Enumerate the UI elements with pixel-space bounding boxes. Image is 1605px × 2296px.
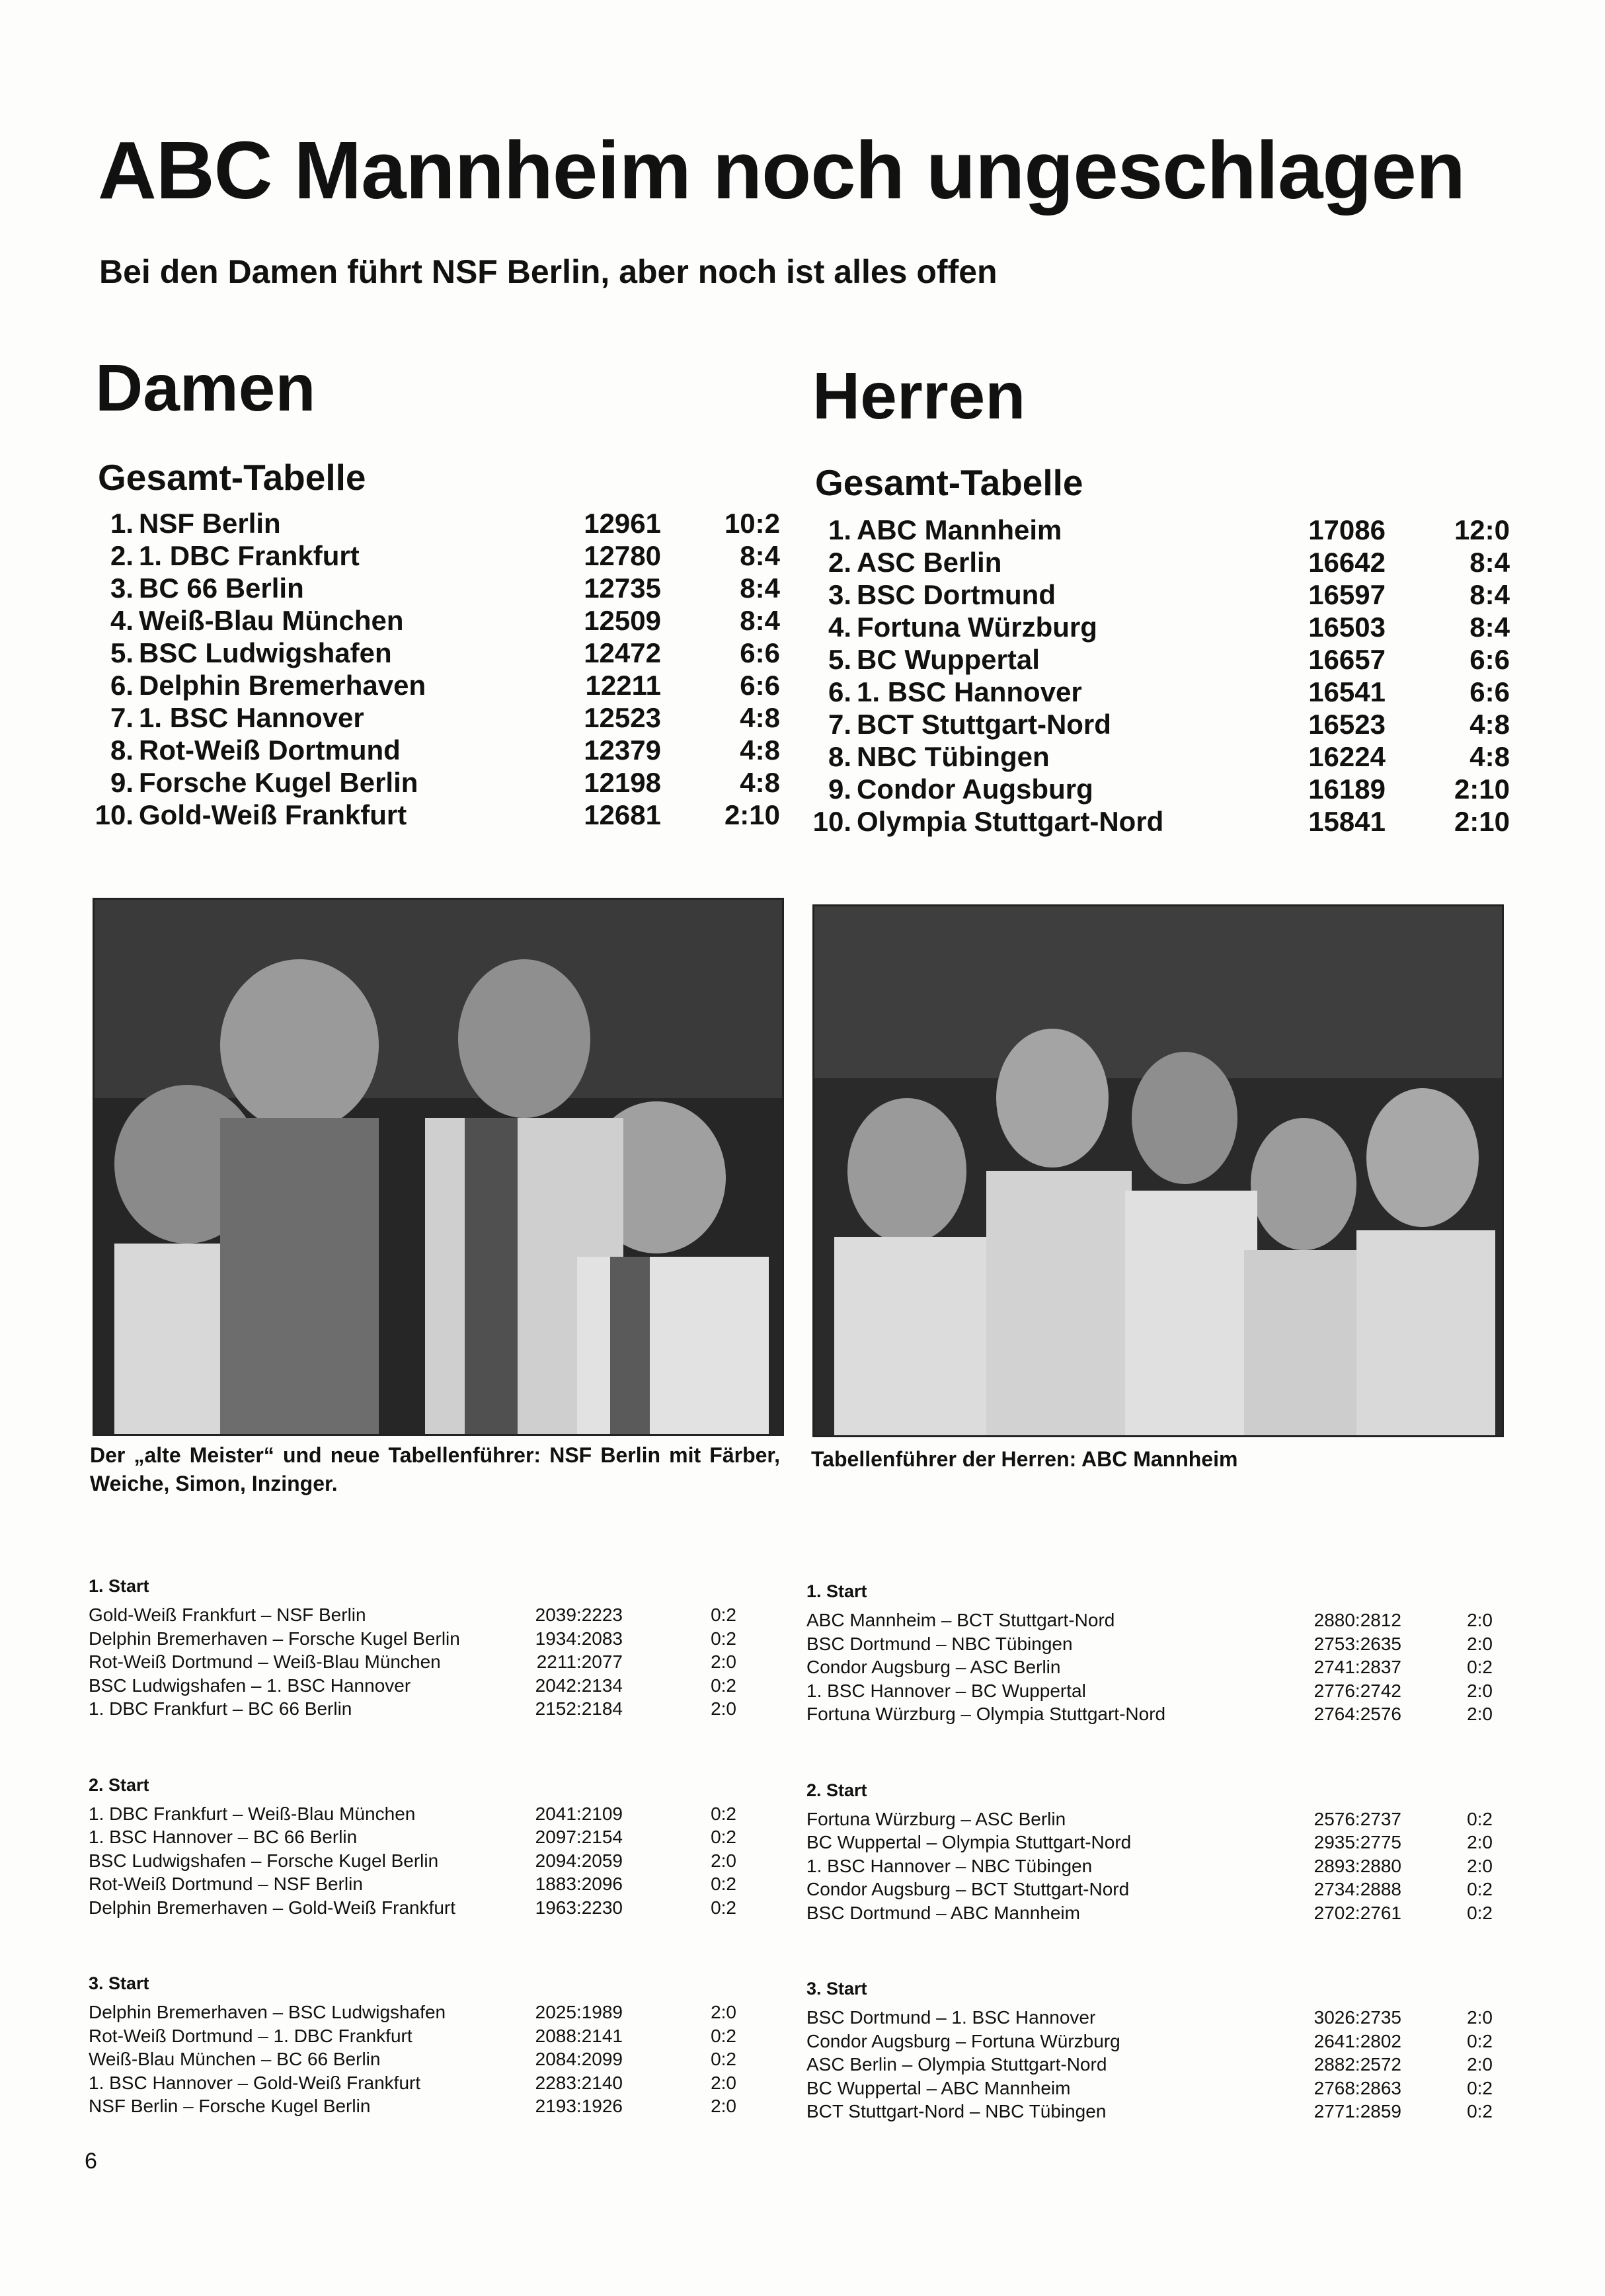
standings-record: 2:10 [1454, 773, 1510, 805]
standings-points: 12509 [584, 605, 661, 636]
standings-record: 4:8 [740, 767, 780, 798]
match-score: 2734:2888 [1313, 1879, 1401, 1899]
page-number: 6 [85, 2149, 97, 2174]
match-row [89, 1698, 783, 1722]
damen-results [89, 1576, 783, 2172]
start-round-title: 1. Start [806, 1581, 867, 1601]
standings-rank: 5. [110, 637, 134, 668]
match-pairing: BSC Dortmund – 1. BSC Hannover [806, 2007, 1096, 2028]
standings-points: 16523 [1308, 709, 1386, 740]
standings-points: 12961 [584, 508, 661, 539]
match-row [89, 1850, 783, 1874]
match-score: 2193:1926 [535, 2096, 623, 2116]
standings-record: 4:8 [740, 734, 780, 766]
standings-team: Delphin Bremerhaven [139, 670, 426, 701]
herren-photo-caption: Tabellenführer der Herren: ABC Mannheim [811, 1447, 1238, 1471]
match-score: 2576:2737 [1313, 1808, 1401, 1829]
match-pairing: ABC Mannheim – BCT Stuttgart-Nord [806, 1610, 1115, 1630]
standings-rank: 6. [828, 676, 851, 707]
standings-record: 6:6 [1469, 676, 1510, 707]
match-score: 2771:2859 [1313, 2101, 1401, 2121]
standings-row [828, 709, 1518, 741]
standings-row [828, 514, 1518, 547]
match-score: 2641:2802 [1313, 2030, 1401, 2051]
match-row [89, 1651, 783, 1675]
standings-record: 4:8 [1469, 741, 1510, 772]
standings-record: 2:10 [1454, 806, 1510, 837]
standings-row [828, 612, 1518, 644]
match-result: 0:2 [1467, 1808, 1493, 1829]
match-row [89, 2073, 783, 2096]
start-round [89, 1973, 783, 2119]
match-result: 0:2 [711, 1628, 736, 1649]
start-round-title: 2. Start [806, 1780, 867, 1800]
match-result: 2:0 [1467, 1704, 1493, 1724]
standings-team: NSF Berlin [139, 508, 281, 539]
start-round [806, 1780, 1507, 1926]
standings-row [110, 670, 800, 702]
match-pairing: Rot-Weiß Dortmund – 1. DBC Frankfurt [89, 2025, 412, 2046]
standings-row [110, 702, 800, 734]
match-pairing: 1. DBC Frankfurt – Weiß-Blau München [89, 1803, 416, 1824]
herren-standings-table [812, 514, 1518, 845]
standings-points: 12735 [584, 573, 661, 604]
match-row [89, 2002, 783, 2026]
match-result: 0:2 [1467, 2030, 1493, 2051]
match-pairing: ASC Berlin – Olympia Stuttgart-Nord [806, 2054, 1107, 2075]
match-score: 2768:2863 [1313, 2077, 1401, 2098]
match-result: 2:0 [1467, 2007, 1493, 2028]
match-pairing: Delphin Bremerhaven – Gold-Weiß Frankfurt [89, 1897, 456, 1918]
match-pairing: Rot-Weiß Dortmund – NSF Berlin [89, 1874, 363, 1894]
match-result: 0:2 [711, 1897, 736, 1918]
standings-rank: 6. [110, 670, 134, 701]
standings-rank: 8. [110, 734, 134, 766]
standings-row [110, 637, 800, 670]
match-score: 2211:2077 [536, 1651, 623, 1672]
match-pairing: 1. DBC Frankfurt – BC 66 Berlin [89, 1698, 352, 1719]
match-score: 2094:2059 [535, 1850, 623, 1871]
standings-rank: 9. [110, 767, 134, 798]
standings-rank: 8. [828, 741, 851, 772]
match-result: 2:0 [1467, 1832, 1493, 1852]
start-round [806, 1979, 1507, 2125]
match-result: 0:2 [711, 2025, 736, 2046]
match-row [806, 2078, 1507, 2102]
match-pairing: BSC Ludwigshafen – Forsche Kugel Berlin [89, 1850, 439, 1871]
standings-points: 16224 [1308, 741, 1386, 772]
damen-photo-image [95, 900, 782, 1434]
match-row [806, 1634, 1507, 1657]
standings-team: 1. BSC Hannover [139, 702, 364, 733]
match-score: 2039:2223 [535, 1604, 623, 1625]
match-row [806, 1657, 1507, 1681]
damen-table-title: Gesamt-Tabelle [98, 457, 366, 498]
match-row [806, 2101, 1507, 2125]
match-row [806, 1681, 1507, 1704]
standings-rank: 3. [828, 579, 851, 610]
standings-record: 4:8 [740, 702, 780, 733]
match-row [89, 1675, 783, 1699]
match-result: 2:0 [711, 2002, 736, 2022]
match-row [89, 1827, 783, 1850]
standings-rank: 5. [828, 644, 851, 675]
match-pairing: Fortuna Würzburg – Olympia Stuttgart-Nord [806, 1704, 1166, 1724]
standings-team: Forsche Kugel Berlin [139, 767, 418, 798]
match-result: 2:0 [1467, 1633, 1493, 1654]
herren-table-title: Gesamt-Tabelle [815, 462, 1083, 503]
match-row [806, 2031, 1507, 2055]
standings-row [110, 767, 800, 799]
standings-rank: 10. [95, 799, 134, 830]
standings-row [828, 547, 1518, 579]
standings-points: 12472 [584, 637, 661, 668]
standings-rank: 2. [828, 547, 851, 578]
match-score: 2042:2134 [535, 1675, 623, 1696]
match-result: 2:0 [711, 1651, 736, 1672]
standings-record: 6:6 [740, 670, 780, 701]
start-round-title: 2. Start [89, 1774, 149, 1795]
match-score: 2776:2742 [1313, 1680, 1401, 1701]
match-score: 2741:2837 [1313, 1657, 1401, 1677]
match-row [806, 1879, 1507, 1903]
standings-rank: 7. [110, 702, 134, 733]
match-pairing: Gold-Weiß Frankfurt – NSF Berlin [89, 1604, 366, 1625]
match-row [89, 1874, 783, 1897]
match-score: 2088:2141 [535, 2025, 623, 2046]
match-pairing: Rot-Weiß Dortmund – Weiß-Blau München [89, 1651, 441, 1672]
match-result: 2:0 [1467, 1855, 1493, 1876]
standings-team: Fortuna Würzburg [857, 612, 1097, 643]
standings-record: 6:6 [1469, 644, 1510, 675]
match-result: 2:0 [711, 2096, 736, 2116]
match-score: 3026:2735 [1313, 2007, 1401, 2028]
match-score: 2893:2880 [1313, 1855, 1401, 1876]
start-round-title: 3. Start [806, 1979, 867, 1999]
match-pairing: 1. BSC Hannover – Gold-Weiß Frankfurt [89, 2072, 421, 2093]
match-row [806, 1856, 1507, 1880]
match-score: 1934:2083 [535, 1628, 623, 1649]
match-score: 1963:2230 [535, 1897, 623, 1918]
match-pairing: BSC Dortmund – NBC Tübingen [806, 1633, 1073, 1654]
match-result: 0:2 [1467, 1879, 1493, 1899]
standings-record: 8:4 [1469, 547, 1510, 578]
standings-record: 2:10 [724, 799, 780, 830]
standings-record: 10:2 [724, 508, 780, 539]
match-row [806, 1610, 1507, 1634]
match-score: 1883:2096 [535, 1874, 623, 1894]
damen-photo-caption: Der „alte Meister“ und neue Tabellenführer: NSF Berlin mit Färber, Weiche, Simon, Inzinger. [90, 1443, 780, 1496]
start-round-title: 3. Start [89, 1973, 149, 1993]
match-pairing: Delphin Bremerhaven – Forsche Kugel Berlin [89, 1628, 460, 1649]
match-result: 0:2 [711, 1675, 736, 1696]
match-pairing: Delphin Bremerhaven – BSC Ludwigshafen [89, 2002, 446, 2022]
standings-team: ABC Mannheim [857, 514, 1062, 545]
match-result: 0:2 [711, 1874, 736, 1894]
match-score: 2880:2812 [1313, 1610, 1401, 1630]
standings-record: 8:4 [740, 540, 780, 571]
subheadline: Bei den Damen führt NSF Berlin, aber noch ist alles offen [99, 253, 998, 290]
standings-row [828, 644, 1518, 676]
standings-points: 17086 [1308, 514, 1386, 545]
match-row [89, 2096, 783, 2119]
standings-points: 12211 [585, 670, 661, 701]
match-result: 0:2 [711, 1803, 736, 1824]
match-pairing: Fortuna Würzburg – ASC Berlin [806, 1808, 1066, 1829]
match-row [89, 1803, 783, 1827]
match-row [806, 1903, 1507, 1926]
standings-team: BSC Ludwigshafen [139, 637, 392, 668]
standings-rank: 1. [828, 514, 851, 545]
standings-rank: 9. [828, 773, 851, 805]
standings-team: Olympia Stuttgart-Nord [857, 806, 1164, 837]
standings-row [812, 806, 1518, 838]
match-pairing: Condor Augsburg – BCT Stuttgart-Nord [806, 1879, 1130, 1899]
herren-photo-image [814, 906, 1502, 1435]
standings-points: 12379 [584, 734, 661, 766]
standings-record: 12:0 [1454, 514, 1510, 545]
standings-row [828, 773, 1518, 806]
standings-team: Gold-Weiß Frankfurt [139, 799, 407, 830]
match-score: 2097:2154 [535, 1827, 623, 1847]
match-score: 2025:1989 [535, 2002, 623, 2022]
standings-rank: 7. [828, 709, 851, 740]
start-round [89, 1775, 783, 1921]
match-row [89, 2026, 783, 2049]
match-row [89, 1628, 783, 1652]
standings-team: 1. BSC Hannover [857, 676, 1082, 707]
headline: ABC Mannheim noch ungeschlagen [98, 126, 1466, 216]
standings-team: BC 66 Berlin [139, 573, 304, 604]
match-result: 2:0 [1467, 2054, 1493, 2075]
standings-row [828, 579, 1518, 612]
match-row [89, 1897, 783, 1921]
match-result: 0:2 [1467, 1902, 1493, 1923]
standings-points: 12523 [584, 702, 661, 733]
match-result: 2:0 [711, 2072, 736, 2093]
match-score: 2764:2576 [1313, 1704, 1401, 1724]
standings-points: 12198 [584, 767, 661, 798]
match-result: 2:0 [1467, 1680, 1493, 1701]
herren-results [806, 1581, 1507, 2178]
match-pairing: BCT Stuttgart-Nord – NBC Tübingen [806, 2101, 1107, 2121]
match-score: 2753:2635 [1313, 1633, 1401, 1654]
match-pairing: BC Wuppertal – Olympia Stuttgart-Nord [806, 1832, 1132, 1852]
standings-team: BSC Dortmund [857, 579, 1056, 610]
match-score: 2084:2099 [535, 2049, 623, 2069]
match-result: 0:2 [1467, 2077, 1493, 2098]
standings-rank: 10. [812, 806, 851, 837]
match-pairing: BSC Ludwigshafen – 1. BSC Hannover [89, 1675, 411, 1696]
standings-rank: 4. [110, 605, 134, 636]
standings-points: 16597 [1308, 579, 1386, 610]
standings-team: BC Wuppertal [857, 644, 1040, 675]
match-pairing: Condor Augsburg – ASC Berlin [806, 1657, 1061, 1677]
match-result: 0:2 [711, 1604, 736, 1625]
match-score: 2882:2572 [1313, 2054, 1401, 2075]
standings-points: 16541 [1308, 676, 1386, 707]
match-pairing: BSC Dortmund – ABC Mannheim [806, 1902, 1080, 1923]
standings-row [110, 540, 800, 573]
standings-record: 8:4 [1469, 612, 1510, 643]
start-round [89, 1576, 783, 1722]
match-row [806, 1832, 1507, 1856]
standings-row [828, 741, 1518, 773]
standings-team: BCT Stuttgart-Nord [857, 709, 1111, 740]
match-score: 2041:2109 [535, 1803, 623, 1824]
standings-rank: 4. [828, 612, 851, 643]
match-score: 2702:2761 [1313, 1902, 1401, 1923]
standings-points: 16657 [1308, 644, 1386, 675]
standings-points: 12681 [584, 799, 661, 830]
match-result: 0:2 [1467, 2101, 1493, 2121]
standings-team: NBC Tübingen [857, 741, 1050, 772]
standings-record: 8:4 [740, 573, 780, 604]
match-row [806, 2054, 1507, 2078]
match-pairing: 1. BSC Hannover – NBC Tübingen [806, 1855, 1093, 1876]
standings-team: Rot-Weiß Dortmund [139, 734, 401, 766]
standings-row [95, 799, 800, 832]
standings-points: 16642 [1308, 547, 1386, 578]
start-round-title: 1. Start [89, 1576, 149, 1596]
match-score: 2152:2184 [535, 1698, 623, 1719]
standings-row [110, 573, 800, 605]
match-row [89, 1604, 783, 1628]
match-pairing: 1. BSC Hannover – BC 66 Berlin [89, 1827, 358, 1847]
standings-rank: 3. [110, 573, 134, 604]
match-pairing: BC Wuppertal – ABC Mannheim [806, 2077, 1071, 2098]
match-score: 2283:2140 [535, 2072, 623, 2093]
standings-team: Condor Augsburg [857, 773, 1093, 805]
start-round [806, 1581, 1507, 1727]
standings-team: Weiß-Blau München [139, 605, 404, 636]
standings-points: 12780 [584, 540, 661, 571]
damen-team-photo [93, 898, 784, 1436]
match-result: 2:0 [711, 1850, 736, 1871]
standings-row [110, 508, 800, 540]
standings-row [828, 676, 1518, 709]
standings-rank: 2. [110, 540, 134, 571]
standings-team: 1. DBC Frankfurt [139, 540, 360, 571]
match-pairing: 1. BSC Hannover – BC Wuppertal [806, 1680, 1086, 1701]
standings-record: 8:4 [740, 605, 780, 636]
standings-points: 15841 [1308, 806, 1386, 837]
match-row [806, 1704, 1507, 1727]
match-pairing: Condor Augsburg – Fortuna Würzburg [806, 2030, 1120, 2051]
standings-team: ASC Berlin [857, 547, 1002, 578]
match-result: 0:2 [711, 2049, 736, 2069]
standings-points: 16189 [1308, 773, 1386, 805]
match-result: 2:0 [711, 1698, 736, 1719]
damen-section-title: Damen [95, 351, 316, 425]
standings-record: 8:4 [1469, 579, 1510, 610]
standings-record: 4:8 [1469, 709, 1510, 740]
match-pairing: Weiß-Blau München – BC 66 Berlin [89, 2049, 381, 2069]
match-result: 0:2 [1467, 1657, 1493, 1677]
match-score: 2935:2775 [1313, 1832, 1401, 1852]
match-row [806, 1809, 1507, 1833]
standings-points: 16503 [1308, 612, 1386, 643]
standings-row [110, 734, 800, 767]
damen-standings-table [95, 508, 800, 838]
standings-record: 6:6 [740, 637, 780, 668]
match-row [806, 2007, 1507, 2031]
standings-rank: 1. [110, 508, 134, 539]
match-pairing: NSF Berlin – Forsche Kugel Berlin [89, 2096, 371, 2116]
herren-section-title: Herren [812, 359, 1026, 433]
herren-team-photo [812, 904, 1504, 1437]
standings-row [110, 605, 800, 637]
match-result: 0:2 [711, 1827, 736, 1847]
match-row [89, 2049, 783, 2073]
match-result: 2:0 [1467, 1610, 1493, 1630]
